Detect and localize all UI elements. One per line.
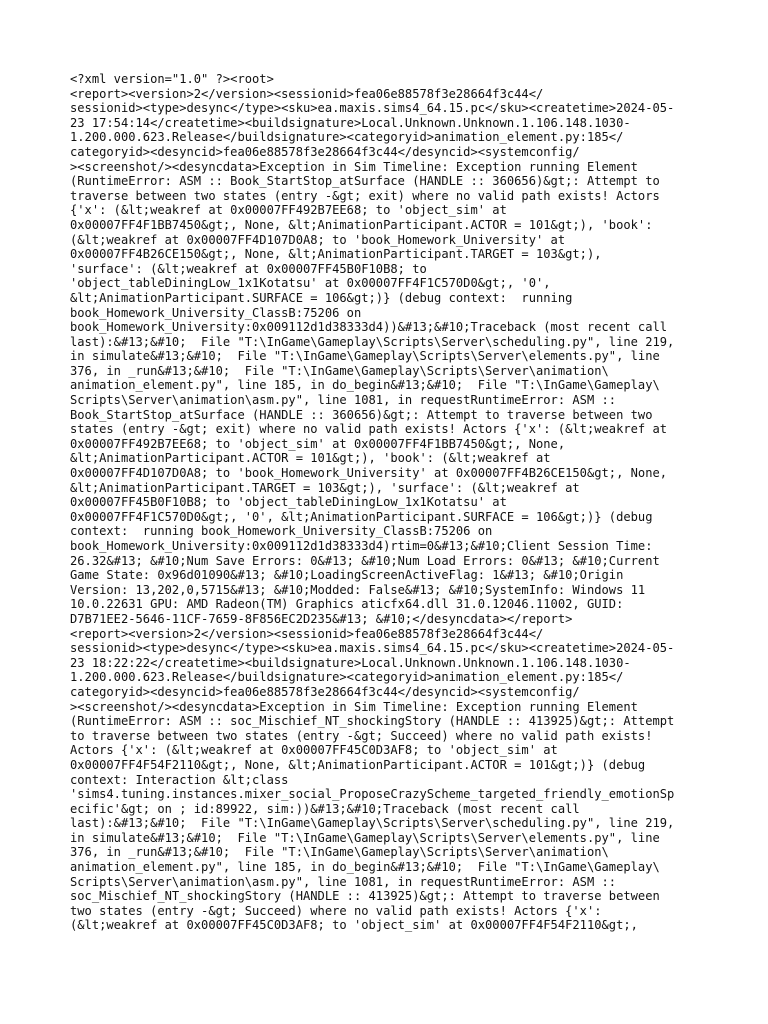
- text-line: 'object_tableDiningLow_1x1Kotatsu' at 0x00007FF4F1C570D0&gt;, '0',: [70, 276, 551, 291]
- text-line: 376, in _run&#13;&#10; File "T:\InGame\Gameplay\Scripts\Server\animation\: [70, 363, 609, 378]
- text-line: Book_StartStop_atSurface (HANDLE :: 360656)&gt;: Attempt to traverse between two: [70, 407, 653, 422]
- text-line: &lt;AnimationParticipant.SURFACE = 106&gt;)} (debug context: running: [70, 290, 573, 305]
- text-line: 376, in _run&#13;&#10; File "T:\InGame\Gameplay\Scripts\Server\animation\: [70, 845, 609, 860]
- text-line: sessionid><type>desync</type><sku>ea.maxis.sims4_64.15.pc</sku><createtime>2024-05-: [70, 641, 675, 656]
- text-line: 0x00007FF4F1BB7450&gt;, None, &lt;AnimationParticipant.ACTOR = 101&gt;), 'book':: [70, 217, 653, 232]
- text-line: (&lt;weakref at 0x00007FF4D107D0A8; to 'book_Homework_University' at: [70, 232, 566, 247]
- text-line: categoryid><desyncid>fea06e88578f3e28664f3c44</desyncid><systemconfig/: [70, 684, 580, 699]
- text-line: traverse between two states (entry -&gt; exit) where no valid path exists! Actors: [70, 188, 660, 203]
- text-line: last):&#13;&#10; File "T:\InGame\Gameplay\Scripts\Server\scheduling.py", line 219,: [70, 334, 675, 349]
- text-line: Scripts\Server\animation\asm.py", line 1081, in requestRuntimeError: ASM ::: [70, 874, 617, 889]
- text-line: in simulate&#13;&#10; File "T:\InGame\Gameplay\Scripts\Server\elements.py", line: [70, 349, 660, 364]
- text-line: {'x': (&lt;weakref at 0x00007FF492B7EE68; to 'object_sim' at: [70, 203, 507, 218]
- text-line: ><screenshot/><desyncdata>Exception in Sim Timeline: Exception running Element: [70, 159, 638, 174]
- text-line: states (entry -&gt; exit) where no valid path exists! Actors {'x': (&lt;weakref at: [70, 422, 668, 437]
- text-line: context: Interaction &lt;class: [70, 772, 289, 787]
- text-line: sessionid><type>desync</type><sku>ea.maxis.sims4_64.15.pc</sku><createtime>2024-05-: [70, 101, 675, 116]
- text-line: 0x00007FF492B7EE68; to 'object_sim' at 0x00007FF4F1BB7450&gt;, None,: [70, 436, 566, 451]
- text-line: last):&#13;&#10; File "T:\InGame\Gameplay\Scripts\Server\scheduling.py", line 219,: [70, 816, 675, 831]
- text-line: book_Homework_University_ClassB:75206 on: [70, 305, 362, 320]
- text-line: ecific'&gt; on ; id:89922, sim:))&#13;&#10;Traceback (most recent call: [70, 801, 580, 816]
- text-line: 'sims4.tuning.instances.mixer_social_ProposeCrazyScheme_targeted_friendly_emotionSp: [70, 787, 675, 802]
- text-line: &lt;AnimationParticipant.TARGET = 103&gt;), 'surface': (&lt;weakref at: [70, 480, 580, 495]
- document-text: [70, 72, 710, 933]
- text-line: Scripts\Server\animation\asm.py", line 1081, in requestRuntimeError: ASM ::: [70, 393, 617, 408]
- text-line: &lt;AnimationParticipant.ACTOR = 101&gt;), 'book': (&lt;weakref at: [70, 451, 551, 466]
- text-line: 0x00007FF4F54F2110&gt;, None, &lt;AnimationParticipant.ACTOR = 101&gt;)} (debug: [70, 757, 646, 772]
- text-line: 0x00007FF4F1C570D0&gt;, '0', &lt;AnimationParticipant.SURFACE = 106&gt;)} (debug: [70, 509, 653, 524]
- text-line: 23 18:22:22</createtime><buildsignature>Local.Unknown.Unknown.1.106.148.1030-: [70, 655, 631, 670]
- text-line: 1.200.000.623.Release</buildsignature><categoryid>animation_element.py:185</: [70, 130, 624, 145]
- text-line: soc_Mischief_NT_shockingStory (HANDLE :: 413925)&gt;: Attempt to traverse between: [70, 889, 660, 904]
- text-line: (&lt;weakref at 0x00007FF45C0D3AF8; to 'object_sim' at 0x00007FF4F54F2110&gt;,: [70, 918, 638, 933]
- text-line: <report><version>2</version><sessionid>fea06e88578f3e28664f3c44</: [70, 86, 544, 101]
- text-line: 26.32&#13; &#10;Num Save Errors: 0&#13; &#10;Num Load Errors: 0&#13; &#10;Current: [70, 553, 660, 568]
- text-line: context: running book_Homework_University_ClassB:75206 on: [70, 524, 493, 539]
- text-line: to traverse between two states (entry -&gt; Succeed) where no valid path exists!: [70, 728, 653, 743]
- text-line: <?xml version="1.0" ?><root>: [70, 72, 274, 86]
- text-line: 0x00007FF4D107D0A8; to 'book_Homework_University' at 0x00007FF4B26CE150&gt;, None,: [70, 466, 668, 481]
- text-line: categoryid><desyncid>fea06e88578f3e28664f3c44</desyncid><systemconfig/: [70, 144, 580, 159]
- text-line: 1.200.000.623.Release</buildsignature><categoryid>animation_element.py:185</: [70, 670, 624, 685]
- text-line: (RuntimeError: ASM :: Book_StartStop_atSurface (HANDLE :: 360656)&gt;: Attempt to: [70, 174, 660, 189]
- text-line: two states (entry -&gt; Succeed) where no valid path exists! Actors {'x':: [70, 903, 602, 918]
- text-line: (RuntimeError: ASM :: soc_Mischief_NT_shockingStory (HANDLE :: 413925)&gt;: Attempt: [70, 714, 675, 729]
- text-line: book_Homework_University:0x009112d1d38333d4))&#13;&#10;Traceback (most recent call: [70, 320, 668, 335]
- text-line: 0x00007FF4B26CE150&gt;, None, &lt;AnimationParticipant.TARGET = 103&gt;),: [70, 247, 602, 262]
- text-line: animation_element.py", line 185, in do_begin&#13;&#10; File "T:\InGame\Gameplay\: [70, 860, 660, 875]
- text-line: 23 17:54:14</createtime><buildsignature>Local.Unknown.Unknown.1.106.148.1030-: [70, 115, 631, 130]
- text-line: D7B71EE2-5646-11CF-7659-8F856EC2D235&#13; &#10;</desyncdata></report>: [70, 611, 573, 626]
- text-line: Actors {'x': (&lt;weakref at 0x00007FF45C0D3AF8; to 'object_sim' at: [70, 743, 558, 758]
- text-line: 'surface': (&lt;weakref at 0x00007FF45B0F10B8; to: [70, 261, 427, 276]
- document-page: [70, 72, 710, 933]
- text-line: in simulate&#13;&#10; File "T:\InGame\Gameplay\Scripts\Server\elements.py", line: [70, 830, 660, 845]
- text-line: Version: 13,202,0,5715&#13; &#10;Modded: False&#13; &#10;SystemInfo: Windows 11: [70, 582, 646, 597]
- text-line: animation_element.py", line 185, in do_begin&#13;&#10; File "T:\InGame\Gameplay\: [70, 378, 660, 393]
- text-line: book_Homework_University:0x009112d1d38333d4)rtim=0&#13;&#10;Client Session Time:: [70, 539, 653, 553]
- text-line: Game State: 0x96d01090&#13; &#10;LoadingScreenActiveFlag: 1&#13; &#10;Origin: [70, 568, 624, 583]
- text-line: 10.0.22631 GPU: AMD Radeon(TM) Graphics aticfx64.dll 31.0.12046.11002, GUID:: [70, 597, 624, 612]
- text-line: <report><version>2</version><sessionid>fea06e88578f3e28664f3c44</: [70, 626, 544, 641]
- text-line: ><screenshot/><desyncdata>Exception in Sim Timeline: Exception running Element: [70, 699, 638, 714]
- text-line: 0x00007FF45B0F10B8; to 'object_tableDiningLow_1x1Kotatsu' at: [70, 495, 507, 510]
